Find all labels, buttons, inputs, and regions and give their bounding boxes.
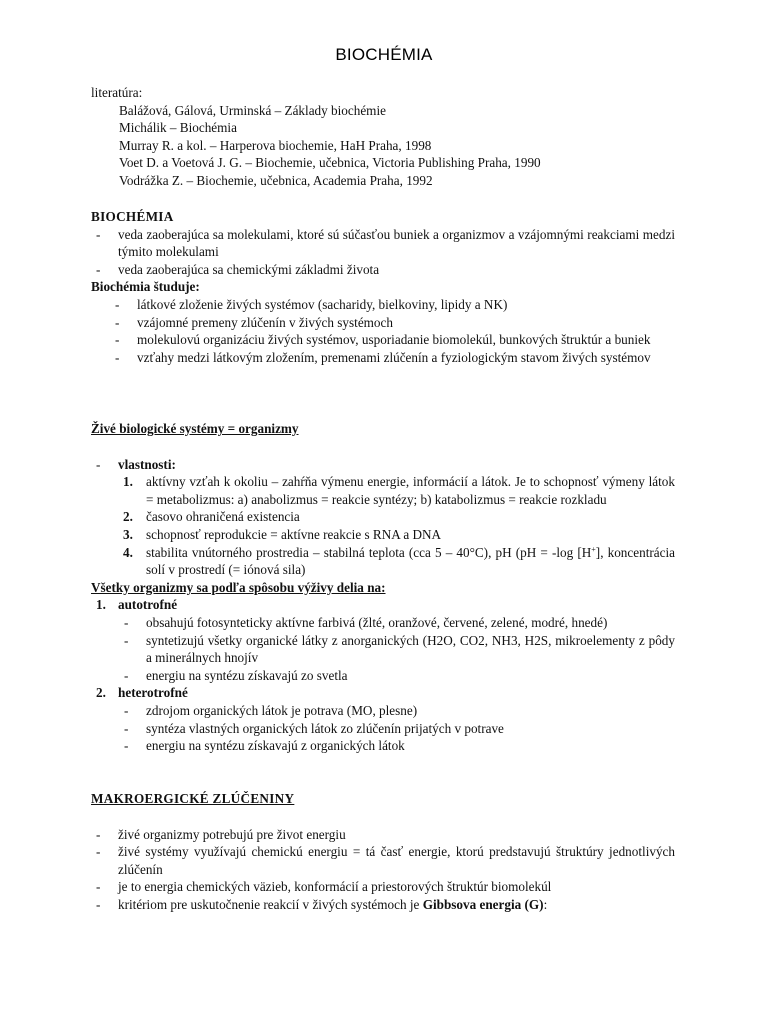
properties-label-row xyxy=(91,456,675,474)
list-item-text: schopnosť reprodukcie = aktívne reakcie s RNA a DNA xyxy=(146,526,442,542)
literature-item: Voet D. a Voetová J. G. – Biochemie, učebnica, Victoria Publishing Praha, 1990 xyxy=(119,155,541,171)
numbered-item xyxy=(91,684,675,702)
bullet-dash: - xyxy=(115,332,120,348)
bullet-dash: - xyxy=(96,226,101,242)
item-number: 1. xyxy=(123,474,133,490)
list-item-text-part: ], koncentrácia solí v prostredí (= iónová sila) xyxy=(146,544,675,578)
list-item-text: veda zaoberajúca sa molekulami, ktoré sú súčasťou buniek a organizmov a vzájomnými reakciami medzi týmito molekulami xyxy=(118,226,675,260)
list-item-text: syntetizujú všetky organické látky z anorganických (H2O, CO2, NH3, H2S, mikroelementy z pôdy a minerálnych hnojív xyxy=(146,632,675,666)
numbered-item xyxy=(91,473,675,508)
numbered-item xyxy=(91,508,675,526)
list-item-text: veda zaoberajúca sa chemickými základmi života xyxy=(118,261,380,277)
list-item-text: aktívny vzťah k okoliu – zahŕňa výmenu energie, informácií a látok. Je to schopnosť výmeny látok = metabolizmus: a) anabolizmus = reakcie syntézy; b) katabolizmus = reakcie rozkladu xyxy=(146,474,675,507)
list-item-text: časovo ohraničená existencia xyxy=(146,509,300,525)
list-item xyxy=(91,632,675,667)
list-item xyxy=(91,331,675,349)
biochemia-section xyxy=(91,208,675,366)
bullet-dash: - xyxy=(96,456,101,472)
bullet-dash: - xyxy=(124,720,129,736)
list-item xyxy=(91,702,675,720)
list-item xyxy=(91,261,675,279)
bullet-dash: - xyxy=(96,261,101,277)
list-item-text xyxy=(146,544,675,579)
bullet-dash: - xyxy=(96,826,101,842)
list-item-text: molekulovú organizáciu živých systémov, usporiadanie biomolekúl, bunkových štruktúr a buniek xyxy=(137,332,651,348)
list-item-text: je to energia chemických väzieb, konformácií a priestorových štruktúr biomolekúl xyxy=(118,879,552,895)
list-item-text-part: : xyxy=(543,896,548,912)
literature-item: Murray R. a kol. – Harperova biochemie, HaH Praha, 1998 xyxy=(119,137,432,153)
bullet-dash: - xyxy=(124,738,129,754)
list-item-text-part: kritériom pre uskutočnenie reakcií v živých systémoch je xyxy=(118,896,423,912)
list-item-text: energiu na syntézu získavajú zo svetla xyxy=(146,667,348,683)
macroergic-section xyxy=(91,790,675,914)
literature-section xyxy=(91,84,675,190)
bullet-dash: - xyxy=(96,879,101,895)
list-item-text: vzťahy medzi látkovým zložením, premenami zlúčenín a fyziologickým stavom živých systémov xyxy=(137,349,651,365)
list-item xyxy=(91,296,675,314)
bullet-dash: - xyxy=(96,844,101,860)
list-item-text: syntéza vlastných organických látok zo zlúčenín prijatých v potrave xyxy=(146,720,504,736)
item-number: 1. xyxy=(96,597,106,613)
list-item-text: živé organizmy potrebujú pre život energiu xyxy=(118,826,346,842)
section-heading: Živé biologické systémy = organizmy xyxy=(91,421,299,436)
literature-label: literatúra: xyxy=(91,85,143,100)
list-item xyxy=(91,667,675,685)
superscript: + xyxy=(591,544,596,554)
list-item xyxy=(91,843,675,878)
item-number: 4. xyxy=(123,544,133,560)
literature-item: Balážová, Gálová, Urminská – Základy biochémie xyxy=(119,102,386,118)
item-number: 3. xyxy=(123,526,133,542)
item-number: 2. xyxy=(123,509,133,525)
list-item xyxy=(91,614,675,632)
properties-label: vlastnosti: xyxy=(118,456,176,472)
list-item-text: zdrojom organických látok je potrava (MO, plesne) xyxy=(146,702,418,718)
numbered-item xyxy=(91,526,675,544)
section-heading: MAKROERGICKÉ ZLÚČENINY xyxy=(91,791,295,806)
bullet-dash: - xyxy=(124,632,129,648)
bullet-dash: - xyxy=(124,614,129,630)
category-label: heterotrofné xyxy=(118,685,188,701)
subsection-heading: Všetky organizmy sa podľa spôsobu výživy delia na: xyxy=(91,579,386,595)
list-item xyxy=(91,826,675,844)
literature-item: Vodrážka Z. – Biochemie, učebnica, Academia Praha, 1992 xyxy=(119,172,433,188)
list-item-text-part: stabilita vnútorného prostredia – stabilná teplota (cca 5 – 40°C), pH (pH = -log [H xyxy=(146,544,592,560)
bullet-dash: - xyxy=(96,896,101,912)
numbered-item xyxy=(91,596,675,614)
list-item xyxy=(91,878,675,896)
list-item-text: energiu na syntézu získavajú z organických látok xyxy=(146,738,405,754)
item-number: 2. xyxy=(96,685,106,701)
list-item xyxy=(91,314,675,332)
bullet-dash: - xyxy=(115,314,120,330)
page-title: BIOCHÉMIA xyxy=(335,45,433,64)
bullet-dash: - xyxy=(124,702,129,718)
section-heading: BIOCHÉMIA xyxy=(91,209,174,224)
list-item-text: živé systémy využívajú chemickú energiu = tá časť energie, ktorú predstavujú štruktúry jednotlivých zlúčenín xyxy=(118,844,675,877)
bullet-dash: - xyxy=(115,296,120,312)
bullet-dash: - xyxy=(115,349,120,365)
subsection-heading: Biochémia študuje: xyxy=(91,279,200,295)
bullet-dash: - xyxy=(124,667,129,683)
list-item xyxy=(91,737,675,755)
category-label: autotrofné xyxy=(118,597,178,613)
list-item xyxy=(91,720,675,738)
list-item-text xyxy=(118,896,675,914)
living-systems-section xyxy=(91,420,675,755)
gibbs-energy-term: Gibbsova energia (G) xyxy=(422,896,544,912)
list-item-text: obsahujú fotosynteticky aktívne farbivá (žlté, oranžové, červené, zelené, modré, hnedé) xyxy=(146,614,608,630)
list-item xyxy=(91,896,675,914)
list-item-text: vzájomné premeny zlúčenín v živých systémoch xyxy=(137,314,393,330)
list-item xyxy=(91,349,675,367)
list-item xyxy=(91,226,675,261)
list-item-text: látkové zloženie živých systémov (sacharidy, bielkoviny, lipidy a NK) xyxy=(137,296,508,312)
literature-item: Michálik – Biochémia xyxy=(119,120,237,136)
numbered-item xyxy=(91,544,675,579)
